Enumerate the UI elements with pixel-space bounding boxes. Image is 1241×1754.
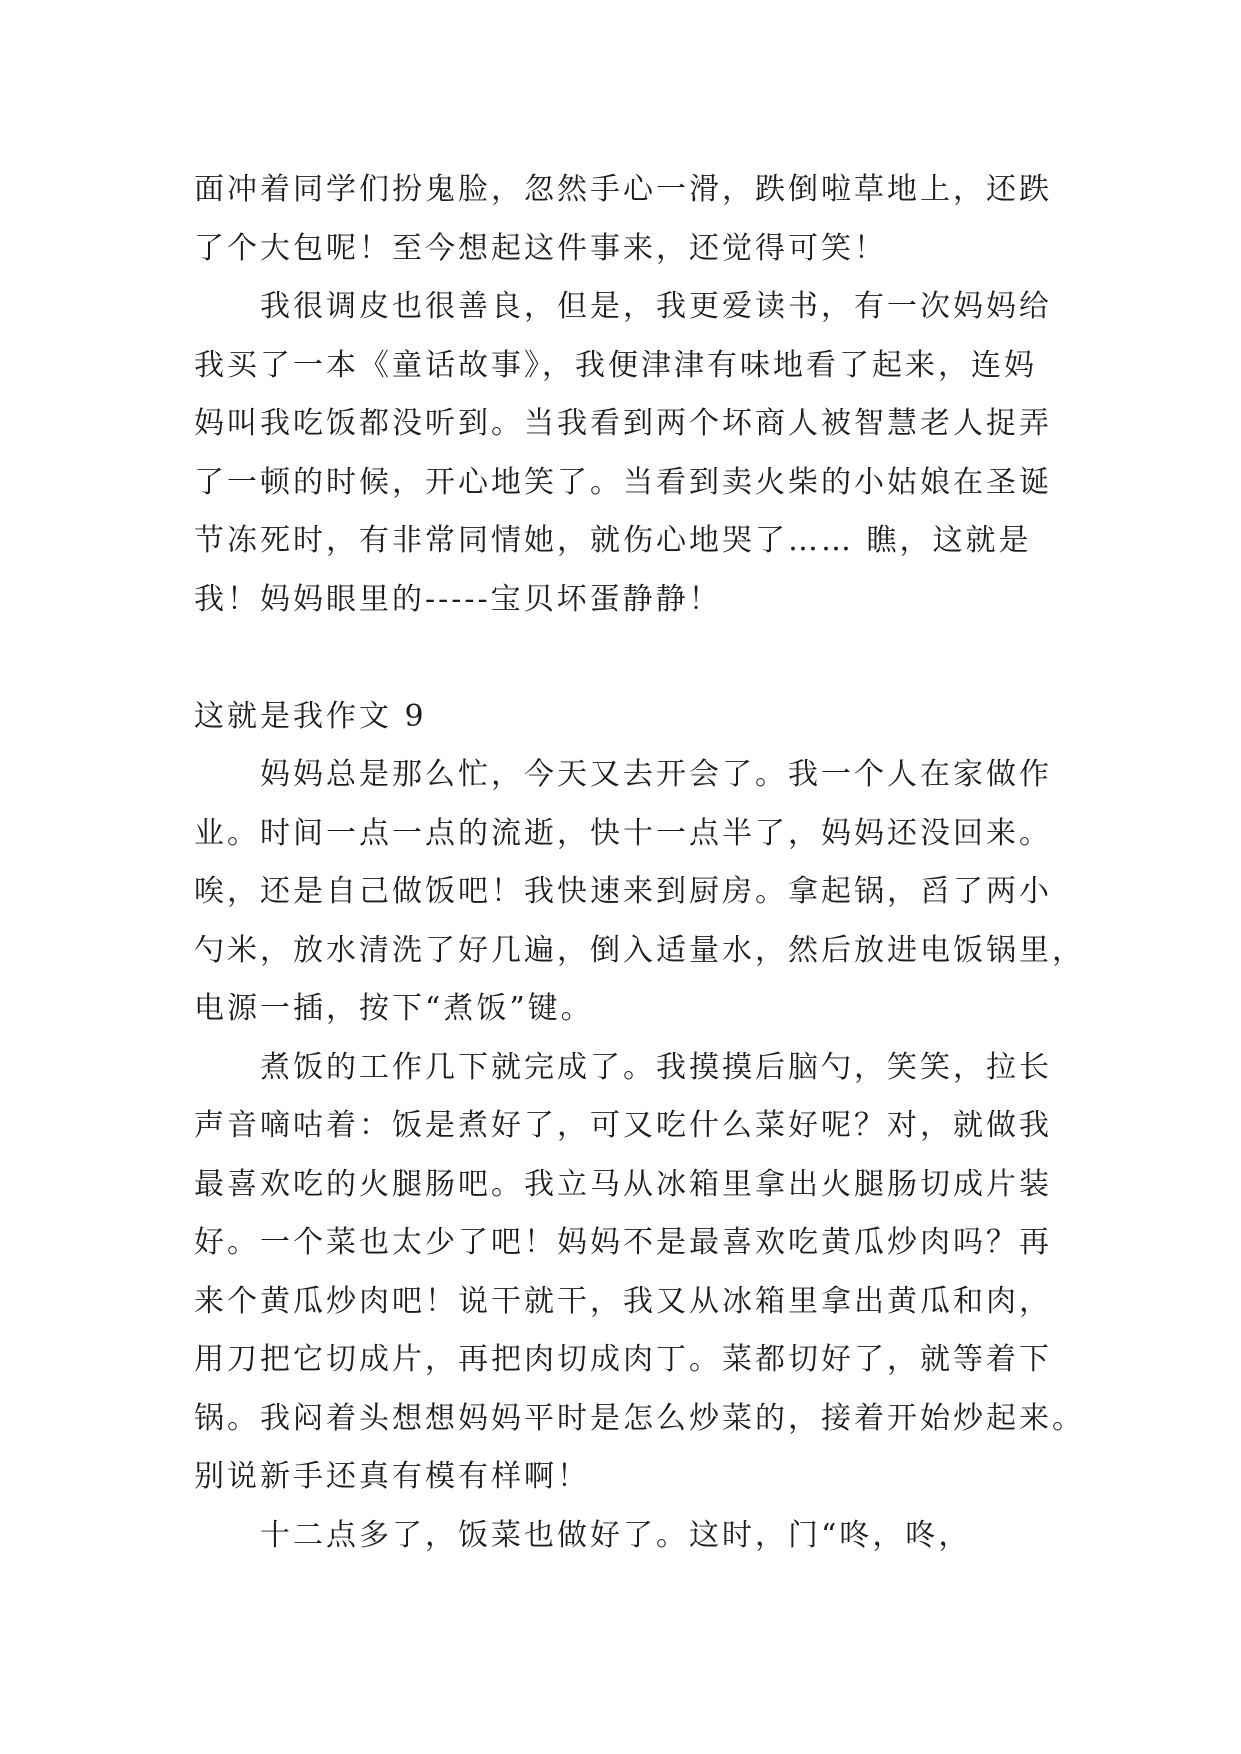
text-line: 锅。我闷着头想想妈妈平时是怎么炒菜的，接着开始炒起来。	[194, 1400, 1085, 1436]
text-line: 十二点多了，饭菜也做好了。这时，门“咚，咚，	[260, 1517, 972, 1553]
section-heading: 这就是我作文 9	[194, 698, 427, 734]
paragraph-continued	[194, 161, 1094, 278]
text-line: 了一顿的时候，开心地笑了。当看到卖火柴的小姑娘在圣诞	[194, 464, 1052, 500]
text-line: 声音嘀咕着：饭是煮好了，可又吃什么菜好呢？对，就做我	[194, 1108, 1052, 1143]
paragraph	[194, 1507, 1094, 1566]
text-line: 来个黄瓜炒肉吧！说干就干，我又从冰箱里拿出黄瓜和肉，	[194, 1283, 1052, 1319]
text-line: 妈叫我吃饭都没听到。当我看到两个坏商人被智慧老人捉弄	[194, 406, 1052, 441]
text-line: 节冻死时，有非常同情她，就伤心地哭了…… 瞧，这就是	[194, 523, 1032, 558]
paragraph	[194, 278, 1094, 629]
text-line: 了个大包呢！至今想起这件事来，还觉得可笑！	[194, 230, 887, 266]
text-line: 我很调皮也很善良，但是，我更爱读书，有一次妈妈给	[260, 289, 1052, 324]
text-line: 别说新手还真有模有样啊！	[194, 1459, 590, 1494]
text-line: 电源一插，按下“煮饭”键。	[194, 991, 594, 1026]
text-line: 煮饭的工作几下就完成了。我摸摸后脑勺，笑笑，拉长	[260, 1049, 1052, 1085]
document-body	[194, 161, 1094, 1565]
text-line: 唉，还是自己做饭吧！我快速来到厨房。拿起锅，舀了两小	[194, 874, 1052, 909]
paragraph	[194, 746, 1094, 1039]
text-line: 我！妈妈眼里的-----宝贝坏蛋静静！	[194, 581, 722, 617]
text-line: 业。时间一点一点的流逝，快十一点半了，妈妈还没回来。	[194, 815, 1052, 851]
text-line: 好。一个菜也太少了吧！妈妈不是最喜欢吃黄瓜炒肉吗？再	[194, 1225, 1052, 1260]
blank-line	[194, 629, 1094, 688]
paragraph	[194, 1039, 1094, 1507]
text-line: 我买了一本《童话故事》，我便津津有味地看了起来，连妈	[194, 347, 1037, 383]
text-line: 最喜欢吃的火腿肠吧。我立马从冰箱里拿出火腿肠切成片装	[194, 1166, 1052, 1202]
text-line: 用刀把它切成片，再把肉切成肉丁。菜都切好了，就等着下	[194, 1342, 1052, 1377]
text-line: 勺米，放水清洗了好几遍，倒入适量水，然后放进电饭锅里，	[194, 932, 1085, 968]
text-line: 妈妈总是那么忙，今天又去开会了。我一个人在家做作	[260, 757, 1052, 792]
text-line: 面冲着同学们扮鬼脸，忽然手心一滑，跌倒啦草地上，还跌	[194, 172, 1052, 207]
